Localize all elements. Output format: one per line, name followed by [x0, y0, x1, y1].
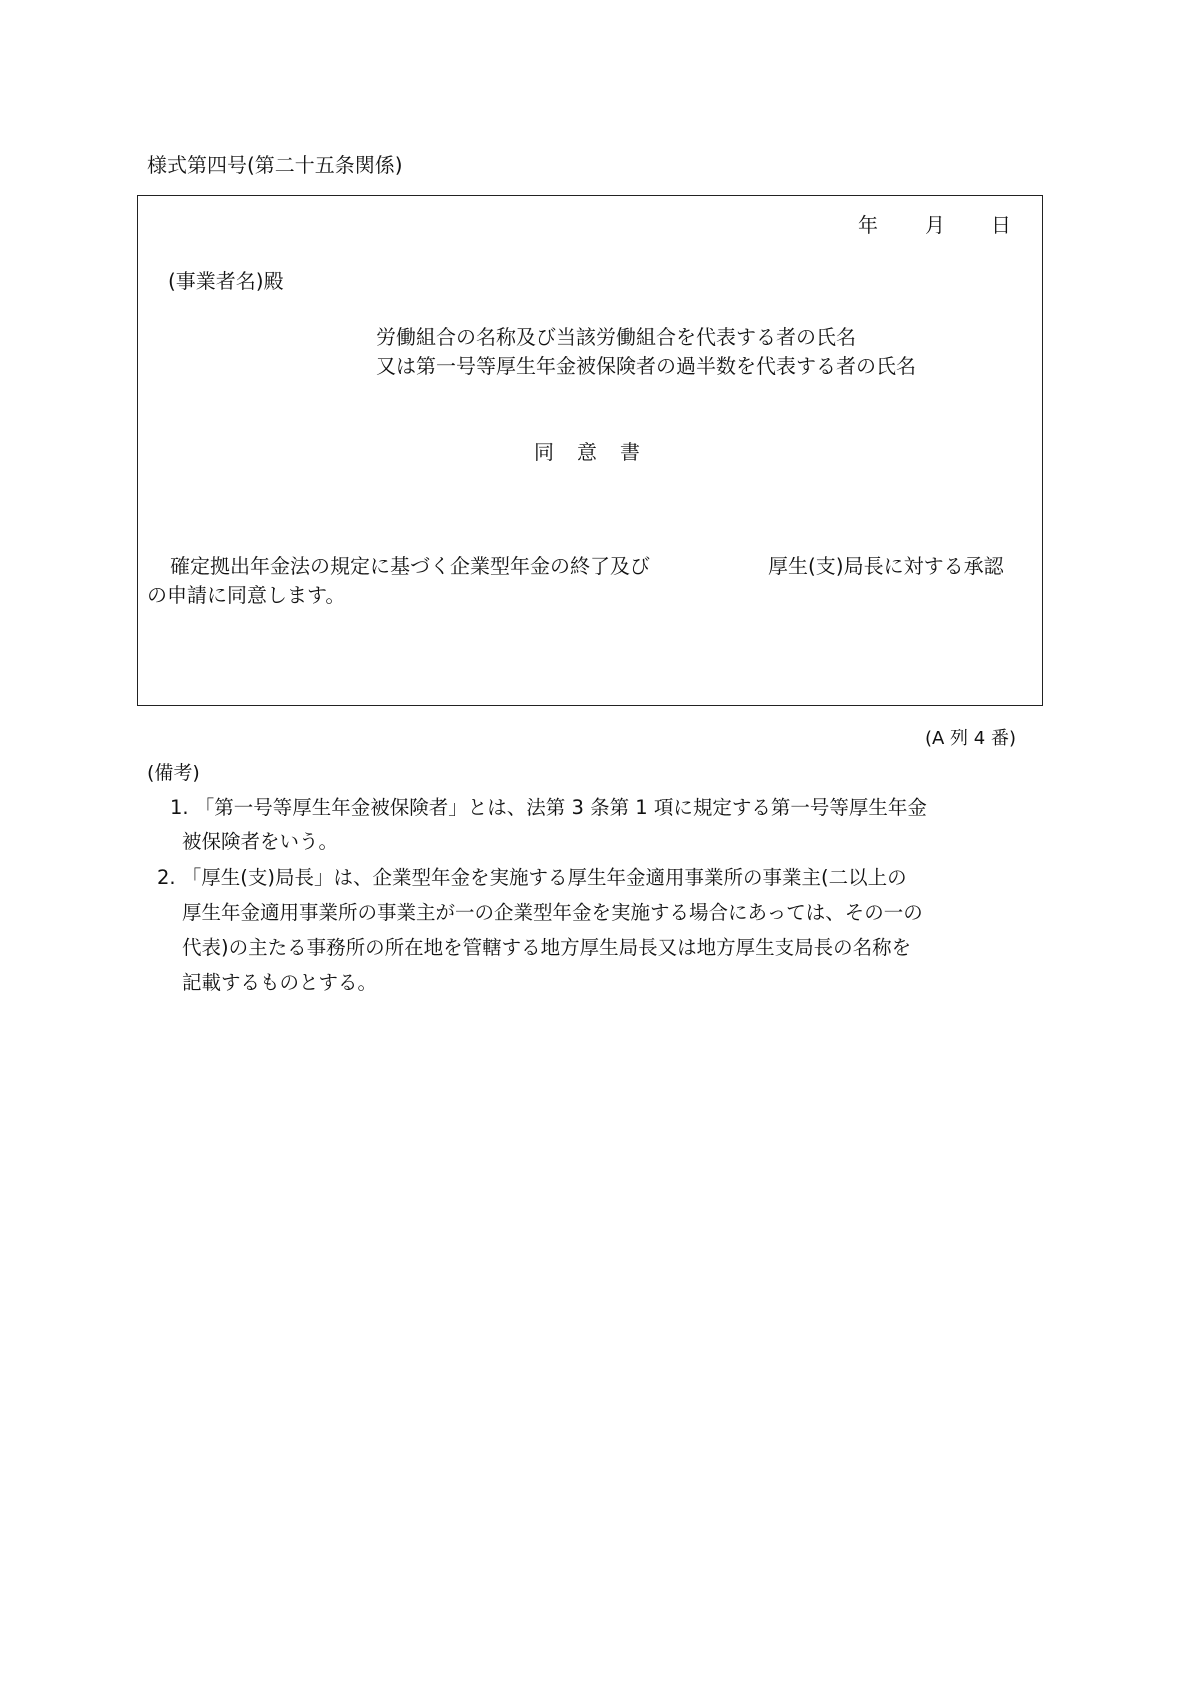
- note-2-line-3: 代表)の主たる事務所の所在地を管轄する地方厚生局長又は地方厚生支局長の名称を: [182, 936, 912, 959]
- consent-text-line-1-authority: 厚生(支)局長に対する承認: [768, 554, 1004, 578]
- representative-line-2: 又は第一号等厚生年金被保険者の過半数を代表する者の氏名: [376, 354, 916, 378]
- date-month-label: 月: [925, 213, 945, 237]
- document-title: 同意書: [534, 440, 663, 464]
- form-number: 様式第四号(第二十五条関係): [147, 153, 403, 177]
- note-2-line-2: 厚生年金適用事業所の事業主が一の企業型年金を実施する場合にあっては、その一の: [182, 901, 923, 924]
- representative-line-1: 労働組合の名称及び当該労働組合を代表する者の氏名: [376, 325, 856, 349]
- note-1-line-2: 被保険者をいう。: [182, 830, 339, 853]
- notes-heading: (備考): [147, 762, 200, 784]
- date-year-label: 年: [858, 213, 878, 237]
- note-2-line-1: 2. 「厚生(支)局長」は、企業型年金を実施する厚生年金適用事業所の事業主(二以上の: [157, 866, 907, 889]
- addressee: (事業者名)殿: [168, 269, 284, 293]
- note-1-line-1: 1. 「第一号等厚生年金被保険者」とは、法第 3 条第 1 項に規定する第一号等厚生年金: [170, 796, 927, 819]
- note-2-line-4: 記載するものとする。: [182, 971, 378, 994]
- date-day-label: 日: [991, 213, 1011, 237]
- consent-text-line-2: の申請に同意します。: [147, 583, 346, 607]
- consent-text-line-1: 確定拠出年金法の規定に基づく企業型年金の終了及び: [170, 554, 650, 578]
- paper-size-note: (A 列 4 番): [925, 728, 1016, 749]
